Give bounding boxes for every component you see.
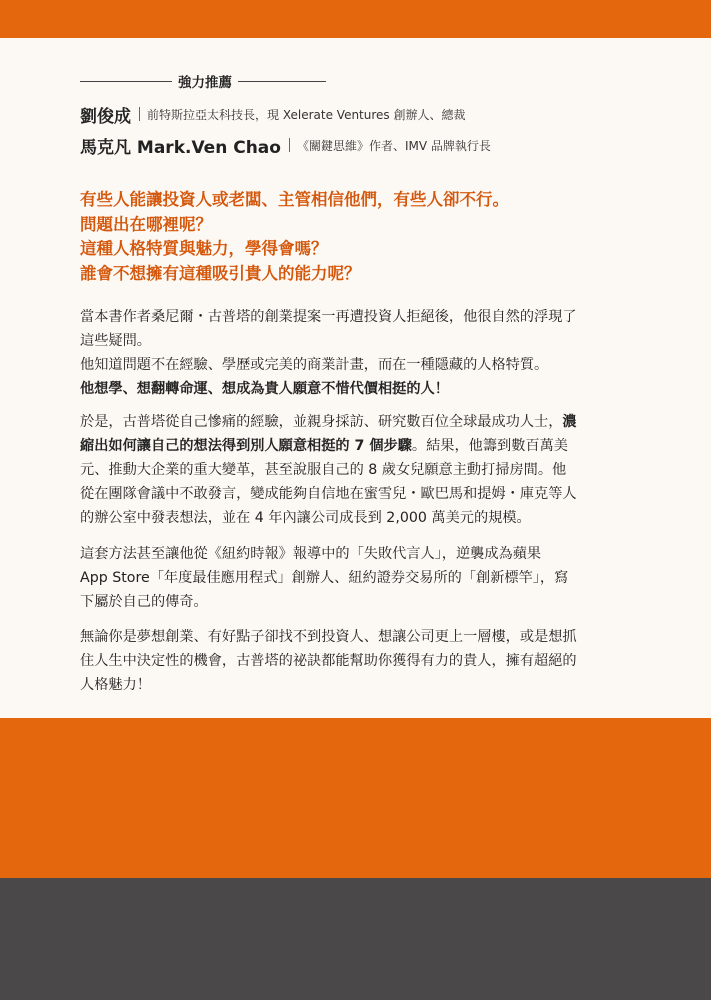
paragraph-line: 住人生中決定性的機會，古普塔的祕訣都能幫助你獲得有力的貴人，擁有超絕的 bbox=[80, 653, 577, 669]
paragraph-line: 元、推動大企業的重大變革，甚至說服自己的 8 歲女兒願意主動打掃房間。他 bbox=[80, 462, 567, 478]
paragraph-line-bold: 他想學、想翻轉命運、想成為貴人願意不惜代價相挺的人！ bbox=[80, 381, 449, 397]
paragraph-3 bbox=[80, 542, 640, 614]
endorser-separator bbox=[139, 107, 140, 121]
endorser-1 bbox=[80, 101, 465, 127]
text-run-bold: 縮出如何讓自己的想法得到別人願意相挺的 7 個步驟 bbox=[80, 438, 412, 454]
paragraph-line: 的辦公室中發表想法，並在 4 年內讓公司成長到 2,000 萬美元的規模。 bbox=[80, 510, 531, 526]
paragraph-line: 當本書作者桑尼爾・古普塔的創業提案一再遭投資人拒絕後，他很自然的浮現了 bbox=[80, 309, 577, 325]
footer-gray-band bbox=[0, 878, 711, 1000]
paragraph-line: 這些疑問。 bbox=[80, 333, 151, 349]
recommend-divider-left bbox=[80, 81, 172, 82]
paragraph-2 bbox=[80, 410, 640, 530]
paragraph-4 bbox=[80, 625, 640, 697]
endorser-name: 馬克凡 Mark.Ven Chao bbox=[80, 137, 281, 158]
headline-line: 誰會不想擁有這種吸引貴人的能力呢？ bbox=[80, 263, 361, 283]
recommend-header bbox=[80, 71, 380, 91]
recommend-divider-right bbox=[238, 81, 326, 82]
headline-line: 問題出在哪裡呢？ bbox=[80, 214, 212, 234]
paragraph-line: 從在團隊會議中不敢發言，變成能夠自信地在蜜雪兒・歐巴馬和提姆・庫克等人 bbox=[80, 486, 577, 502]
paragraph-line bbox=[80, 434, 640, 458]
footer-orange-band bbox=[0, 718, 711, 878]
endorser-2 bbox=[80, 132, 491, 158]
text-run: 於是，古普塔從自己慘痛的經驗，並親身採訪、研究數百位全球最成功人士， bbox=[80, 414, 563, 430]
headline-line: 這種人格特質與魅力，學得會嗎？ bbox=[80, 239, 328, 258]
endorser-separator bbox=[289, 138, 290, 152]
endorser-title: 《關鍵思維》作者、IMV 品牌執行長 bbox=[296, 138, 491, 153]
paragraph-line: 人格魅力！ bbox=[80, 677, 151, 693]
headline-block bbox=[80, 188, 640, 286]
text-run: 。結果，他籌到數百萬美 bbox=[411, 438, 568, 454]
top-orange-band bbox=[0, 0, 711, 38]
paragraph-line bbox=[80, 410, 640, 434]
headline-line: 有些人能讓投資人或老闆、主管相信他們，有些人卻不行。 bbox=[80, 190, 509, 209]
text-run-bold: 濃 bbox=[562, 414, 577, 430]
paragraph-1 bbox=[80, 305, 640, 401]
paragraph-line: 無論你是夢想創業、有好點子卻找不到投資人、想讓公司更上一層樓，或是想抓 bbox=[80, 629, 577, 645]
paragraph-line: App Store「年度最佳應用程式」創辦人、紐約證券交易所的「創新標竿」，寫 bbox=[80, 570, 569, 586]
endorser-title: 前特斯拉亞太科技長，現 Xelerate Ventures 創辦人、總裁 bbox=[147, 107, 466, 122]
paragraph-line: 這套方法甚至讓他從《紐約時報》報導中的「失敗代言人」，逆襲成為蘋果 bbox=[80, 546, 542, 562]
recommend-title: 強力推薦 bbox=[178, 75, 232, 91]
paragraph-line: 下屬於自己的傳奇。 bbox=[80, 594, 208, 610]
endorser-name: 劉俊成 bbox=[80, 106, 131, 127]
paragraph-line: 他知道問題不在經驗、學歷或完美的商業計畫，而在一種隱藏的人格特質。 bbox=[80, 357, 549, 373]
